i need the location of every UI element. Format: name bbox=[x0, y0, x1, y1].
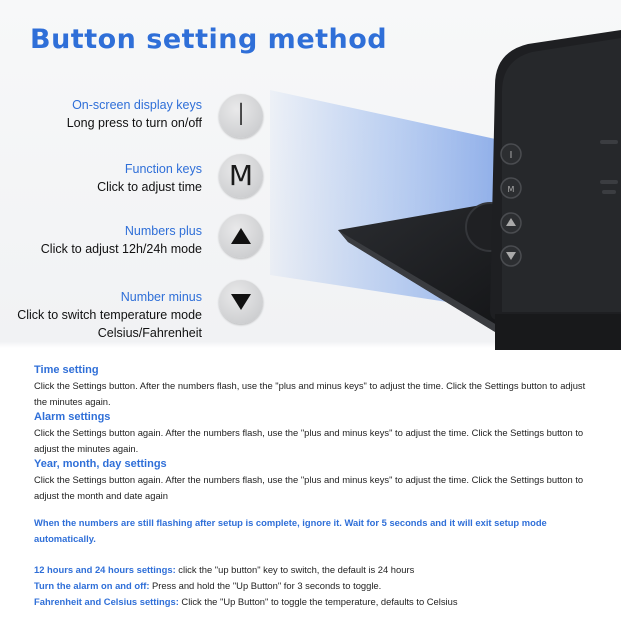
tip-item: 12 hours and 24 hours settings: click the "up button" key to switch, the default is 24 hours bbox=[34, 564, 415, 575]
clock-device-illustration bbox=[270, 30, 621, 350]
section-heading: Time setting bbox=[34, 364, 99, 376]
section-body: Click the Settings button. After the numbers flash, use the "plus and minus keys" to adjust the time. Click the Settings button to adjust the minutes again. bbox=[34, 380, 586, 407]
key-row-minus bbox=[0, 286, 270, 346]
key-description: Click to adjust time bbox=[97, 180, 202, 194]
tip-item: Fahrenheit and Celsius settings: Click the "Up Button" to toggle the temperature, defaults to Celsius bbox=[34, 596, 458, 607]
section-heading: Year, month, day settings bbox=[34, 458, 167, 470]
svg-text:I: I bbox=[509, 150, 513, 161]
mode-m-icon: M bbox=[219, 154, 263, 198]
section-alarm bbox=[34, 409, 594, 457]
flashing-note: When the numbers are still flashing after setup is complete, ignore it. Wait for 5 seconds and it will exit setup mode automatically. bbox=[34, 517, 547, 544]
key-description: Click to adjust 12h/24h mode bbox=[40, 242, 202, 256]
key-row-plus bbox=[0, 220, 270, 270]
key-name: Number minus bbox=[120, 290, 202, 304]
key-description: Click to switch temperature mode bbox=[17, 308, 202, 322]
tip-item: Turn the alarm on and off: Press and hold the "Up Button" for 3 seconds to toggle. bbox=[34, 580, 382, 591]
tips-list bbox=[34, 562, 594, 610]
power-i-icon: I bbox=[219, 94, 263, 138]
section-time bbox=[34, 362, 594, 410]
svg-text:M: M bbox=[507, 185, 515, 194]
instruction-sections bbox=[34, 362, 594, 504]
section-body: Click the Settings button again. After the numbers flash, use the "plus and minus keys" to adjust the time. Click the Settings button to adjust the month and date again bbox=[34, 474, 584, 501]
key-name: On-screen display keys bbox=[72, 98, 202, 112]
key-row-display bbox=[0, 92, 270, 142]
section-body: Click the Settings button again. After the numbers flash, use the "plus and minus keys" to adjust the time. Click the Settings button to adjust the minutes again. bbox=[34, 427, 584, 454]
key-row-function bbox=[0, 156, 270, 206]
up-arrow-icon bbox=[219, 214, 263, 258]
key-name: Numbers plus bbox=[124, 224, 202, 238]
section-date bbox=[34, 456, 594, 504]
section-heading: Alarm settings bbox=[34, 411, 111, 423]
page-title: Button setting method bbox=[30, 24, 388, 55]
key-description: Celsius/Fahrenheit bbox=[97, 326, 202, 340]
down-arrow-icon bbox=[219, 280, 263, 324]
key-description: Long press to turn on/off bbox=[66, 116, 202, 130]
key-name: Function keys bbox=[124, 162, 202, 176]
